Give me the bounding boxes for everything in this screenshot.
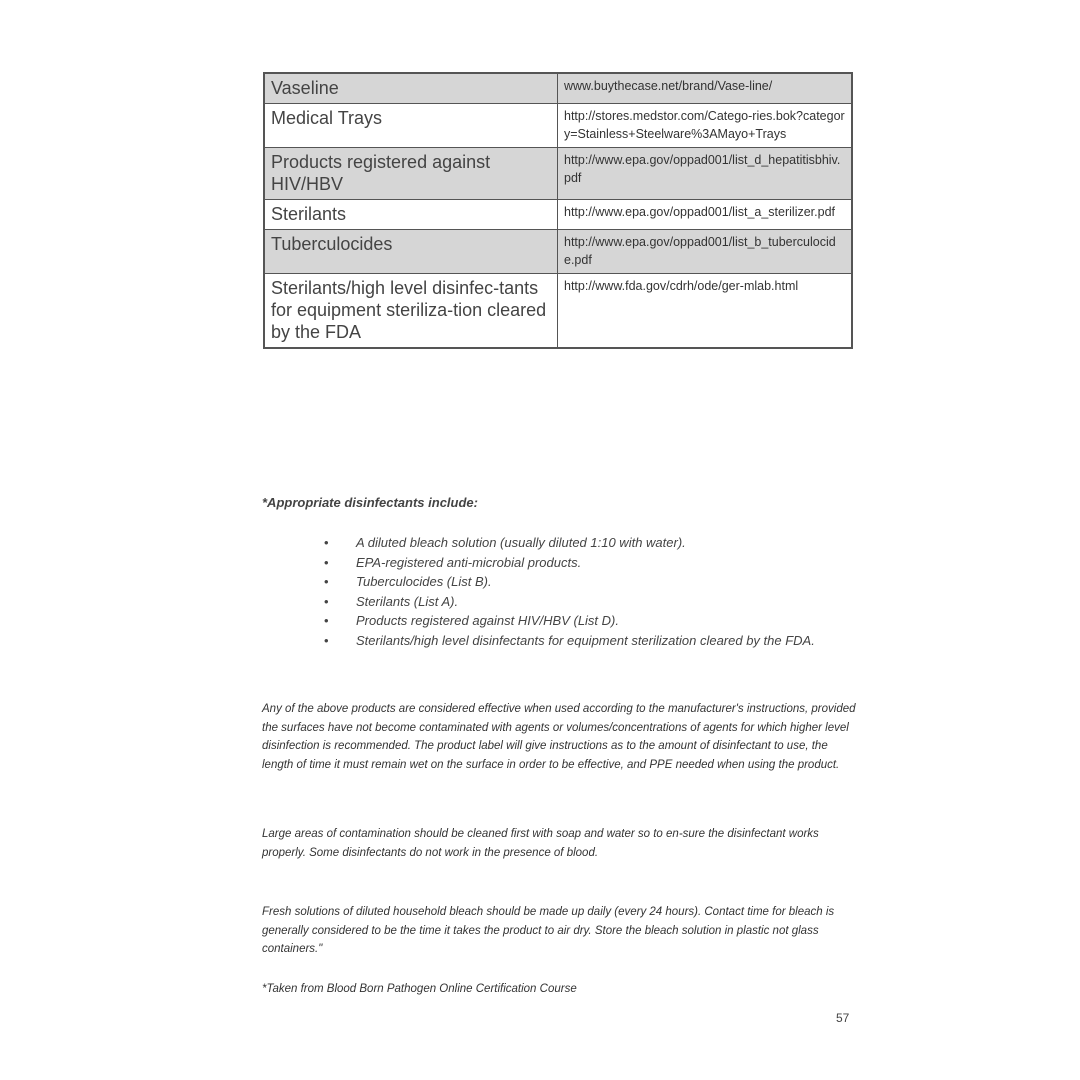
bullet-icon: • bbox=[324, 593, 329, 609]
table-cell-url: http://www.epa.gov/oppad001/list_d_hepatitisbhiv.pdf bbox=[558, 148, 853, 200]
list-item bbox=[318, 533, 818, 553]
table-cell-name: Sterilants/high level disinfec-tants for equipment steriliza-tion cleared by the FDA bbox=[264, 274, 558, 349]
list-item-text: EPA-registered anti-microbial products. bbox=[356, 554, 582, 570]
list-item bbox=[318, 592, 818, 612]
bullet-icon: • bbox=[324, 574, 329, 589]
paragraph-fresh-solutions: Fresh solutions of diluted household bleach should be made up daily (every 24 hours). Contact time for bleach is generally considered to be the time it takes the product to air dry. Store the bleach solution in plastic not glass containers." bbox=[262, 906, 835, 955]
table-row bbox=[264, 274, 852, 349]
table-row bbox=[264, 73, 852, 104]
list-item bbox=[318, 631, 818, 651]
list-item-text: Products registered against HIV/HBV (List D). bbox=[356, 613, 619, 628]
table-row bbox=[264, 148, 852, 200]
table-cell-name: Vaseline bbox=[264, 73, 558, 104]
table-cell-url: http://stores.medstor.com/Catego-ries.bok?category=Stainless+Steelware%3AMayo+Trays bbox=[558, 104, 853, 148]
table-row bbox=[264, 230, 852, 274]
bullet-icon: • bbox=[324, 632, 329, 648]
table-cell-url: http://www.fda.gov/cdrh/ode/ger-mlab.html bbox=[558, 274, 853, 349]
list-item bbox=[318, 553, 818, 573]
bullet-icon: • bbox=[324, 613, 329, 628]
bullet-icon: • bbox=[324, 535, 329, 550]
paragraph-effectiveness: Any of the above products are considered effective when used according to the manufacturer's instructions, provided the surfaces have not become contaminated with agents or volumes/concentrations of agents for which higher level disinfection is recommended. The product label will give instructions as to the amount of disinfectant to use, the length of time it must remain wet on the surface in order to be effective, and PPE needed when using the product. bbox=[262, 703, 856, 771]
list-item-text: A diluted bleach solution (usually diluted 1:10 with water). bbox=[356, 535, 686, 550]
table-cell-url: http://www.epa.gov/oppad001/list_b_tuberculocide.pdf bbox=[558, 230, 853, 274]
table-cell-name: Medical Trays bbox=[264, 104, 558, 148]
list-item-text: Sterilants/high level disinfectants for equipment sterilization cleared by the FDA. bbox=[356, 632, 815, 648]
table-cell-url: http://www.epa.gov/oppad001/list_a_sterilizer.pdf bbox=[558, 200, 853, 230]
list-item bbox=[318, 611, 818, 631]
bullet-icon: • bbox=[324, 554, 329, 570]
list-item-text: Tuberculocides (List B). bbox=[356, 574, 492, 589]
table-row bbox=[264, 104, 852, 148]
reference-table bbox=[263, 72, 853, 349]
table-cell-name: Tuberculocides bbox=[264, 230, 558, 274]
table-cell-name: Sterilants bbox=[264, 200, 558, 230]
list-item bbox=[318, 572, 818, 592]
disinfectant-list bbox=[318, 533, 818, 650]
table-cell-url: www.buythecase.net/brand/Vase-line/ bbox=[558, 73, 853, 104]
section-heading: *Appropriate disinfectants include: bbox=[262, 495, 478, 510]
list-item-text: Sterilants (List A). bbox=[356, 593, 459, 609]
page-number: 57 bbox=[836, 1011, 850, 1025]
footnote: *Taken from Blood Born Pathogen Online Certification Course bbox=[262, 983, 577, 995]
table-cell-name: Products registered against HIV/HBV bbox=[264, 148, 558, 200]
paragraph-large-areas: Large areas of contamination should be cleaned first with soap and water so to en-sure the disinfectant works properly. Some disinfectants do not work in the presence of blood. bbox=[262, 828, 819, 859]
table-row bbox=[264, 200, 852, 230]
